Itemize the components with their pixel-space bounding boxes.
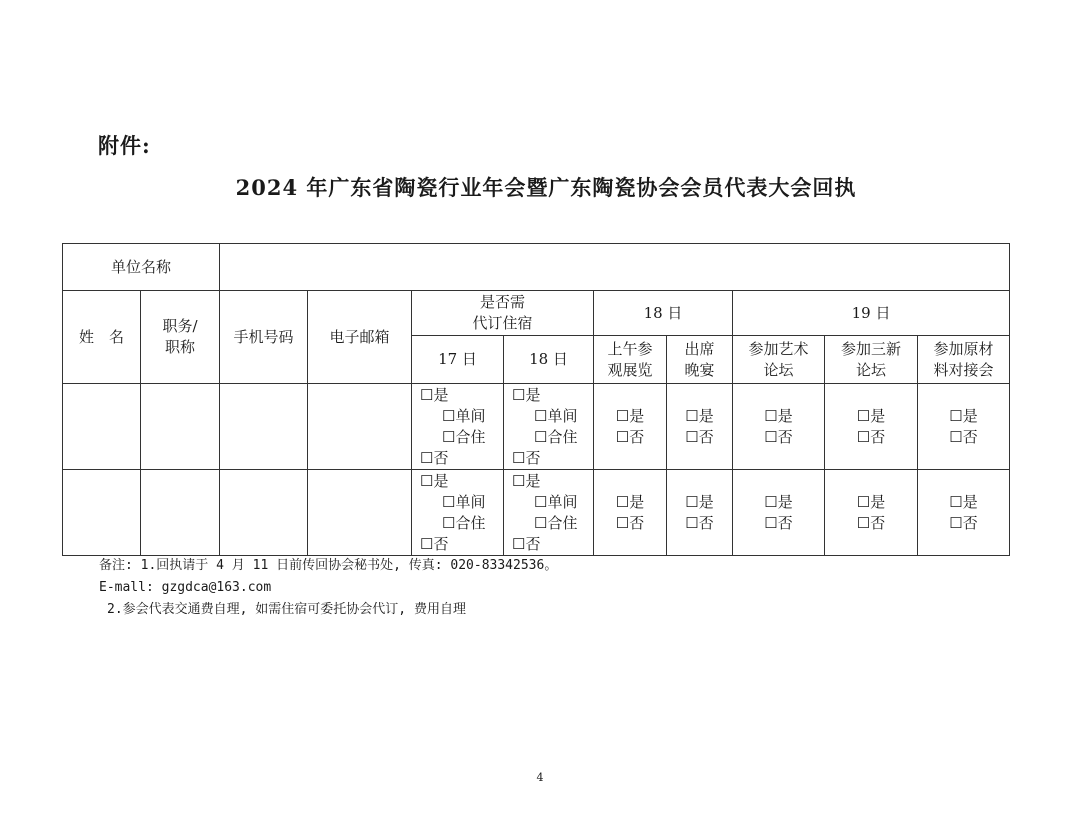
cell-lodging-17	[412, 384, 504, 470]
option-no[interactable]: ☐否	[949, 513, 978, 532]
option-shared-room[interactable]: ☐合住	[442, 513, 486, 532]
unit-name-label: 单位名称	[63, 244, 220, 291]
header-sanxin-line2: 论坛	[856, 360, 887, 379]
option-no[interactable]: ☐否	[615, 427, 645, 446]
header-sanxin-forum	[825, 336, 918, 384]
cell-dinner	[667, 470, 733, 556]
cell-lodging-18	[504, 470, 594, 556]
page-title-text: 2024 年广东省陶瓷行业年会暨广东陶瓷协会会员代表大会回执	[235, 175, 857, 200]
option-shared-room[interactable]: ☐合住	[442, 427, 486, 446]
cell-phone[interactable]	[220, 384, 308, 470]
header-art-line2: 论坛	[763, 360, 794, 379]
cell-sanxin-forum	[825, 384, 918, 470]
header-material-line2: 料对接会	[933, 360, 994, 379]
header-material-line1: 参加原材	[933, 339, 994, 358]
cell-name[interactable]	[63, 470, 141, 556]
header-dinner-line1: 出席	[684, 339, 715, 358]
option-yes[interactable]: ☐是	[685, 492, 714, 511]
header-expo-line1: 上午参	[607, 339, 653, 358]
unit-name-row	[63, 244, 1010, 291]
cell-art-forum	[733, 384, 825, 470]
header-art-forum	[733, 336, 825, 384]
option-yes[interactable]: ☐是	[685, 406, 714, 425]
header-dinner-line2: 晚宴	[684, 360, 715, 379]
cell-art-forum	[733, 470, 825, 556]
header-row-1	[63, 291, 1010, 336]
page-title	[0, 172, 1080, 202]
header-dinner	[667, 336, 733, 384]
option-no[interactable]: ☐否	[512, 534, 541, 553]
header-sanxin-line1: 参加三新	[841, 339, 902, 358]
cell-expo	[594, 470, 667, 556]
cell-phone[interactable]	[220, 470, 308, 556]
cell-position[interactable]	[141, 470, 220, 556]
option-no[interactable]: ☐否	[420, 534, 449, 553]
header-art-line1: 参加艺术	[748, 339, 809, 358]
header-position-line2: 职称	[165, 338, 196, 356]
option-single-room[interactable]: ☐单间	[442, 492, 486, 511]
header-lodging-line1: 是否需	[480, 293, 526, 311]
option-no[interactable]: ☐否	[512, 448, 541, 467]
option-yes[interactable]: ☐是	[615, 406, 645, 425]
option-single-room[interactable]: ☐单间	[534, 492, 578, 511]
note-line-1: 备注: 1.回执请于 4 月 11 日前传回协会秘书处, 传真: 020-83342536。	[99, 558, 558, 573]
header-day-18-lodging: 18 日	[504, 336, 594, 384]
option-yes[interactable]: ☐是	[856, 492, 886, 511]
header-expo-line2: 观展览	[607, 360, 653, 379]
cell-email[interactable]	[308, 384, 412, 470]
header-name: 姓 名	[63, 291, 141, 384]
option-no[interactable]: ☐否	[615, 513, 645, 532]
option-single-room[interactable]: ☐单间	[534, 406, 578, 425]
option-yes[interactable]: ☐是	[856, 406, 886, 425]
unit-name-field[interactable]	[220, 244, 1010, 291]
header-position-line1: 职务/	[162, 317, 198, 335]
option-yes[interactable]: ☐是	[949, 492, 978, 511]
option-yes[interactable]: ☐是	[949, 406, 978, 425]
option-yes[interactable]: ☐是	[420, 385, 449, 404]
notes	[99, 555, 557, 621]
option-no[interactable]: ☐否	[856, 513, 886, 532]
cell-material-meeting	[918, 470, 1010, 556]
reply-form-table	[62, 243, 1010, 556]
option-yes[interactable]: ☐是	[512, 471, 541, 490]
cell-name[interactable]	[63, 384, 141, 470]
header-email: 电子邮箱	[308, 291, 412, 384]
table-row	[63, 470, 1010, 556]
option-yes[interactable]: ☐是	[764, 406, 793, 425]
option-shared-room[interactable]: ☐合住	[534, 427, 578, 446]
header-phone: 手机号码	[220, 291, 308, 384]
attachment-label: 附件:	[98, 133, 151, 158]
option-no[interactable]: ☐否	[764, 427, 793, 446]
cell-dinner	[667, 384, 733, 470]
option-no[interactable]: ☐否	[856, 427, 886, 446]
table-row	[63, 384, 1010, 470]
cell-material-meeting	[918, 384, 1010, 470]
page-number: 4	[536, 771, 544, 784]
note-line-2: 2.参会代表交通费自理, 如需住宿可委托协会代订, 费用自理	[107, 602, 466, 617]
cell-lodging-17	[412, 470, 504, 556]
option-no[interactable]: ☐否	[949, 427, 978, 446]
header-expo	[594, 336, 667, 384]
cell-position[interactable]	[141, 384, 220, 470]
option-no[interactable]: ☐否	[685, 513, 714, 532]
header-group-19: 19 日	[733, 291, 1010, 336]
cell-expo	[594, 384, 667, 470]
cell-lodging-18	[504, 384, 594, 470]
header-lodging	[412, 291, 594, 336]
header-material-meeting	[918, 336, 1010, 384]
option-no[interactable]: ☐否	[420, 448, 449, 467]
header-group-18: 18 日	[594, 291, 733, 336]
option-shared-room[interactable]: ☐合住	[534, 513, 578, 532]
cell-sanxin-forum	[825, 470, 918, 556]
option-single-room[interactable]: ☐单间	[442, 406, 486, 425]
header-position	[141, 291, 220, 384]
header-day-17: 17 日	[412, 336, 504, 384]
option-yes[interactable]: ☐是	[764, 492, 793, 511]
option-no[interactable]: ☐否	[764, 513, 793, 532]
option-no[interactable]: ☐否	[685, 427, 714, 446]
header-lodging-line2: 代订住宿	[472, 314, 533, 332]
option-yes[interactable]: ☐是	[615, 492, 645, 511]
note-email-line: E-mall: gzgdca@163.com	[99, 580, 272, 595]
option-yes[interactable]: ☐是	[512, 385, 541, 404]
option-yes[interactable]: ☐是	[420, 471, 449, 490]
cell-email[interactable]	[308, 470, 412, 556]
